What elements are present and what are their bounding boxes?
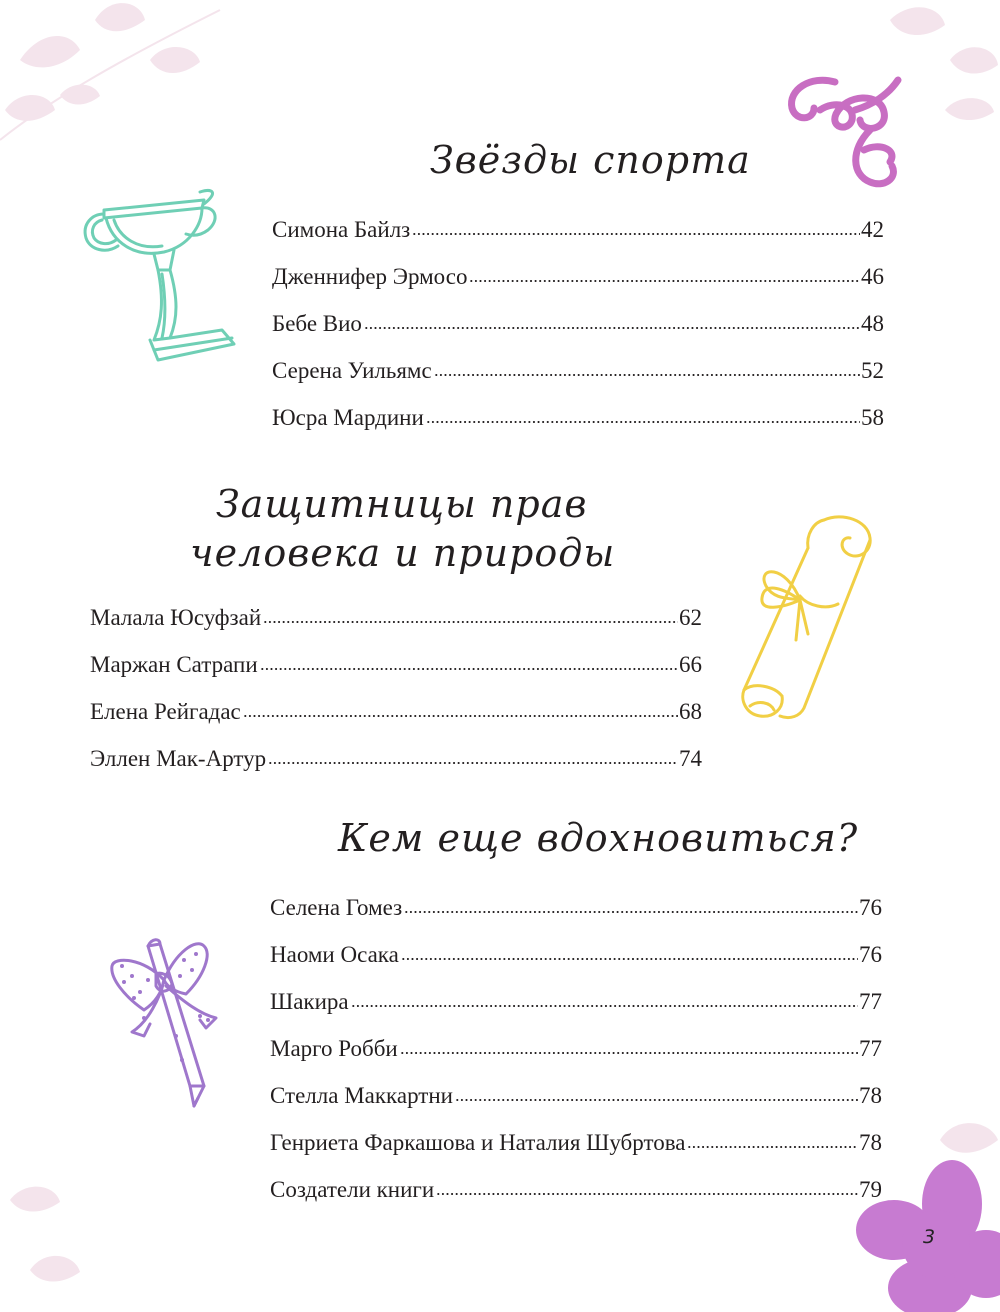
toc-entry-name: Шакира xyxy=(270,989,349,1014)
toc-entry-name: Елена Рейгадас xyxy=(90,699,241,724)
toc-entry-page: 68 xyxy=(679,699,702,724)
dot-leader xyxy=(687,1144,858,1150)
toc-entry-page: 76 xyxy=(859,895,882,920)
trophy-icon xyxy=(74,180,244,375)
dot-leader xyxy=(364,325,860,331)
toc-entry-name: Серена Уильямс xyxy=(272,358,432,383)
dot-leader xyxy=(455,1097,858,1103)
toc-entry[interactable] xyxy=(272,215,884,245)
toc-entry[interactable] xyxy=(270,1175,882,1205)
toc-entry-page: 77 xyxy=(859,1036,882,1061)
toc-entry[interactable] xyxy=(270,1081,882,1111)
toc-entry-page: 76 xyxy=(859,942,882,967)
dot-leader xyxy=(401,956,858,962)
toc-entry-name: Марго Робби xyxy=(270,1036,398,1061)
toc-entry-page: 78 xyxy=(859,1083,882,1108)
dot-leader xyxy=(243,713,678,719)
toc-entry-page: 74 xyxy=(679,746,702,771)
dot-leader xyxy=(436,1191,858,1197)
toc-entry-name: Селена Гомез xyxy=(270,895,403,920)
dot-leader xyxy=(263,619,678,625)
toc-entry[interactable] xyxy=(270,940,882,970)
toc-entry[interactable] xyxy=(270,893,882,923)
toc-entry[interactable] xyxy=(90,650,702,680)
toc-entry[interactable] xyxy=(272,356,884,386)
section-title-sports: Звёзды спорта xyxy=(430,138,751,182)
toc-entry-name: Создатели книги xyxy=(270,1177,435,1202)
toc-entry-page: 62 xyxy=(679,605,702,630)
toc-entry[interactable] xyxy=(270,1128,882,1158)
page-number: 3 xyxy=(922,1226,936,1248)
dot-leader xyxy=(434,372,860,378)
toc-entry[interactable] xyxy=(272,309,884,339)
toc-entry-page: 78 xyxy=(859,1130,882,1155)
toc-entry-page: 77 xyxy=(859,989,882,1014)
toc-entry-name: Маржан Сатрапи xyxy=(90,652,258,677)
toc-entry-page: 46 xyxy=(861,264,884,289)
dot-leader xyxy=(351,1003,858,1009)
toc-entry[interactable] xyxy=(90,603,702,633)
toc-entry-page: 66 xyxy=(679,652,702,677)
toc-entry[interactable] xyxy=(272,403,884,433)
toc-entry-name: Генриета Фаркашова и Наталия Шубртова xyxy=(270,1130,686,1155)
scroll-icon xyxy=(734,510,884,725)
dot-leader xyxy=(426,419,860,425)
toc-entry-name: Эллен Мак-Артур xyxy=(90,746,267,771)
bow-pencil-icon xyxy=(104,936,224,1116)
toc-entry-name: Стелла Маккартни xyxy=(270,1083,453,1108)
toc-entry-page: 42 xyxy=(861,217,884,242)
section-title-inspiration: Кем еще вдохновиться? xyxy=(338,816,859,860)
toc-entry[interactable] xyxy=(270,1034,882,1064)
dot-leader xyxy=(400,1050,858,1056)
toc-entry[interactable] xyxy=(270,987,882,1017)
dot-leader xyxy=(412,231,860,237)
leaf-decoration-icon xyxy=(0,0,230,150)
dot-leader xyxy=(268,760,678,766)
leaf-decoration-icon xyxy=(0,1160,120,1312)
toc-entry-name: Дженнифер Эрмосо xyxy=(272,264,468,289)
toc-entry-name: Юсра Мардини xyxy=(272,405,424,430)
swirl-ornament-icon xyxy=(780,70,910,200)
toc-entry-name: Наоми Осака xyxy=(270,942,399,967)
toc-entry-name: Симона Байлз xyxy=(272,217,411,242)
toc-entry-page: 48 xyxy=(861,311,884,336)
toc-entry-page: 58 xyxy=(861,405,884,430)
dot-leader xyxy=(260,666,678,672)
toc-entry[interactable] xyxy=(272,262,884,292)
section-title-rights-line-1: Защитницы прав xyxy=(216,482,588,526)
section-title-rights-line-2: человека и природы xyxy=(190,531,616,575)
toc-entry[interactable] xyxy=(90,697,702,727)
toc-entry[interactable] xyxy=(90,744,702,774)
dot-leader xyxy=(404,909,858,915)
toc-entry-name: Бебе Вио xyxy=(272,311,362,336)
dot-leader xyxy=(469,278,860,284)
toc-entry-page: 52 xyxy=(861,358,884,383)
toc-entry-page: 79 xyxy=(859,1177,882,1202)
toc-entry-name: Малала Юсуфзай xyxy=(90,605,262,630)
